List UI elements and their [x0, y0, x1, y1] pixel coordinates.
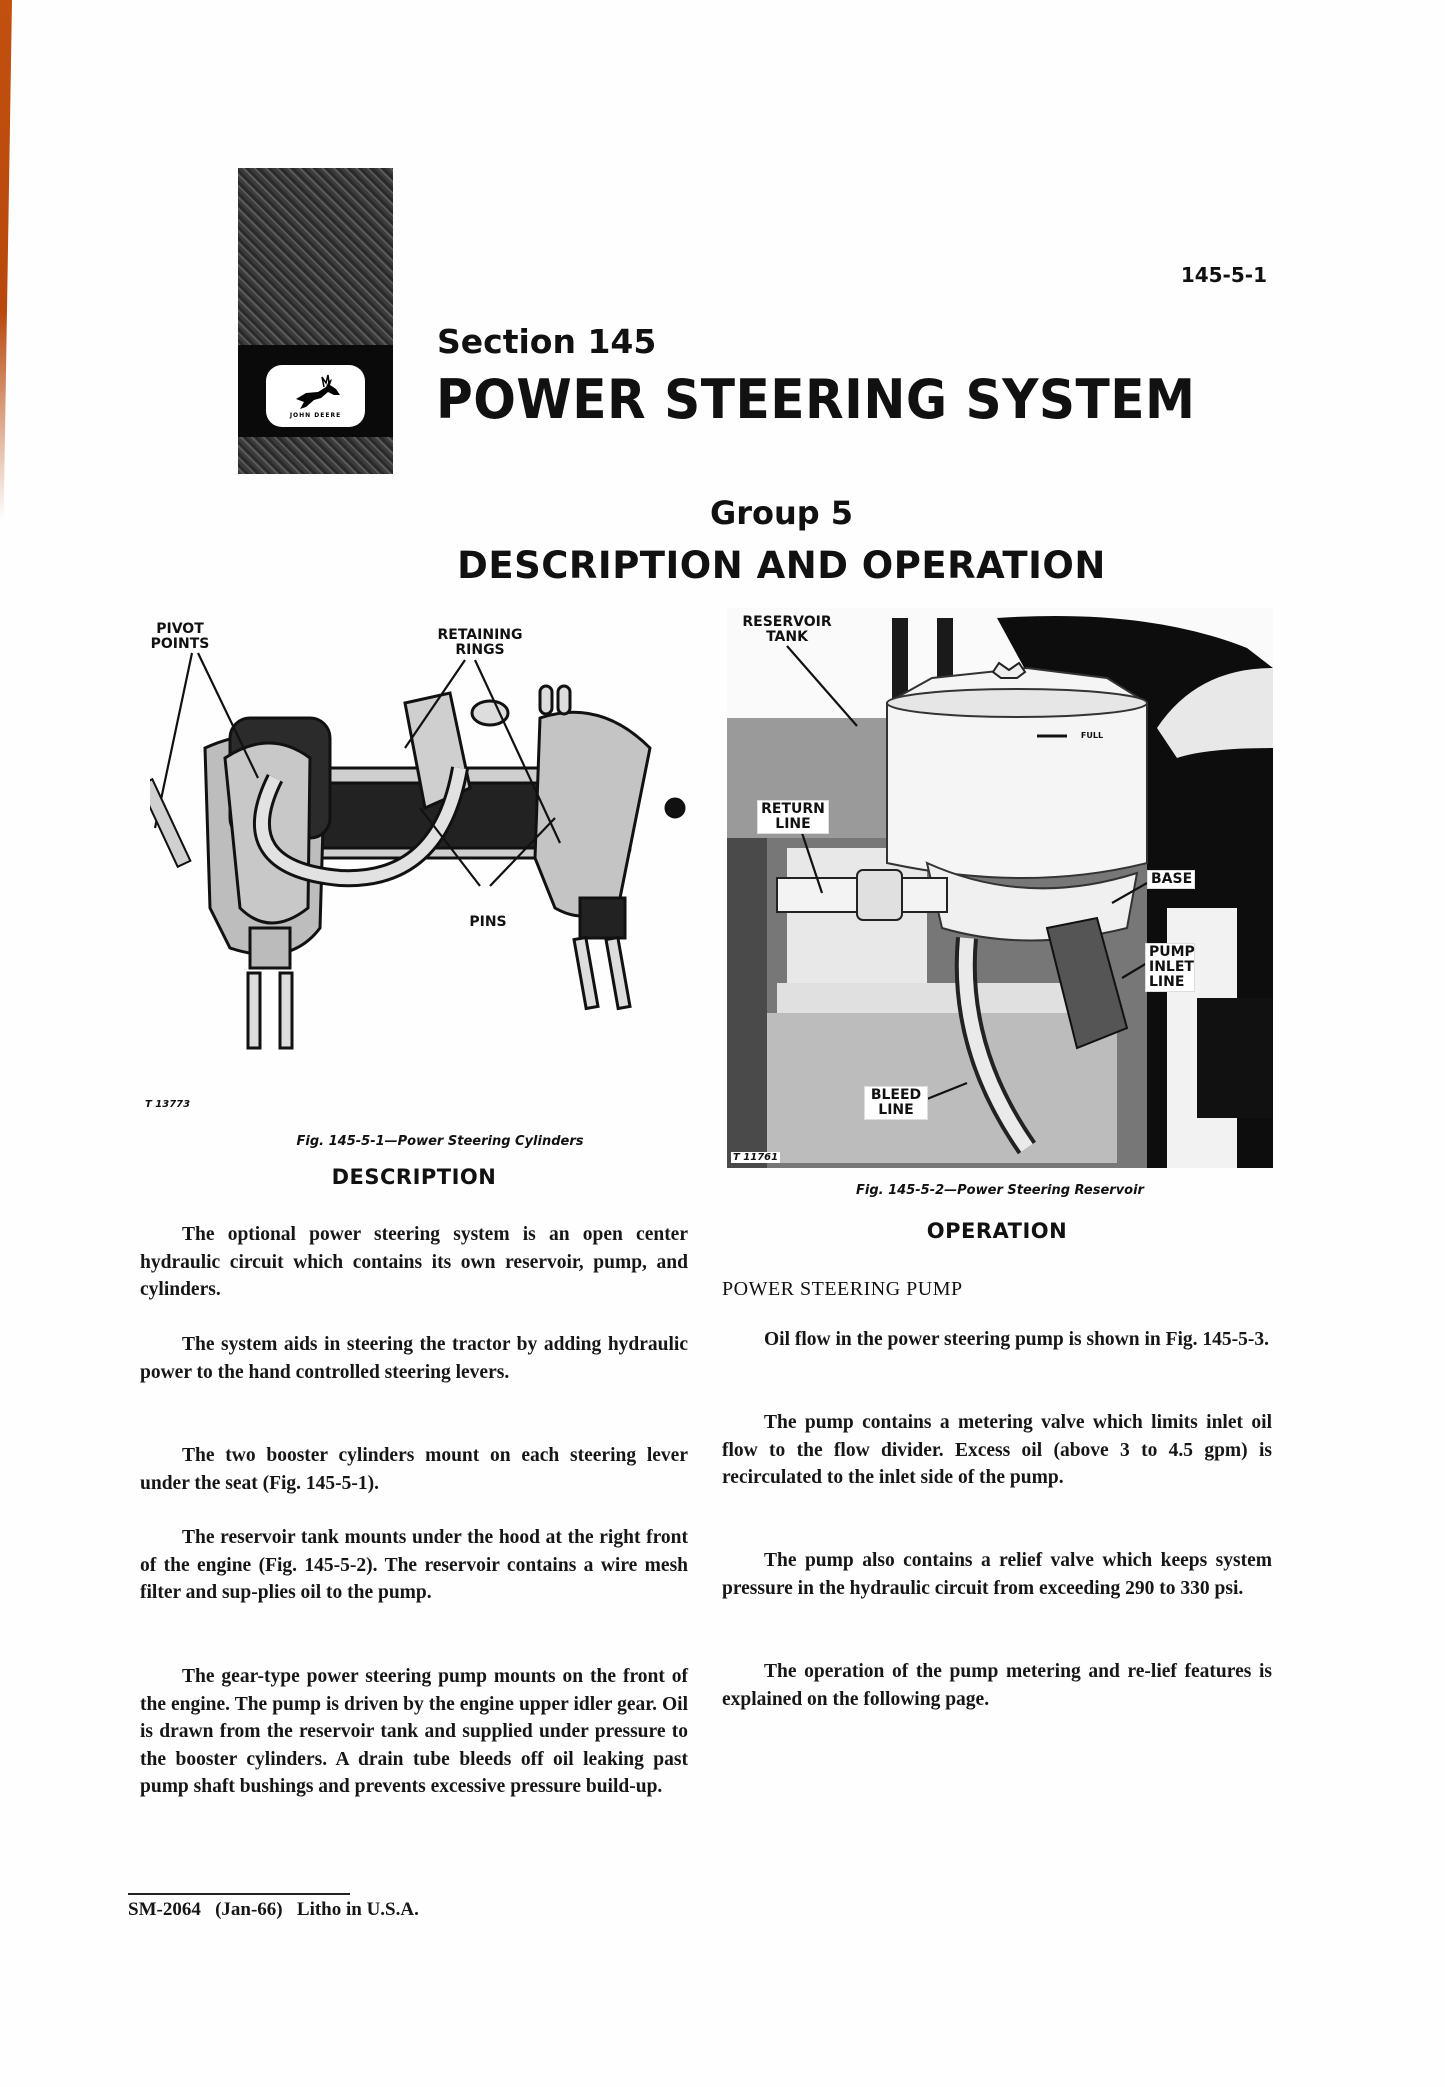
footer-code: SM-2064: [128, 1899, 201, 1920]
callout-pivot-points-line1: PIVOT: [156, 621, 204, 637]
callout-pump-inlet-line: [1145, 943, 1195, 992]
callout-reservoir-tank-line1: RESERVOIR: [742, 614, 832, 630]
footer-date: (Jan-66): [215, 1899, 283, 1920]
callout-bleed-line-line2: LINE: [878, 1102, 914, 1118]
operation-heading: OPERATION: [926, 1219, 1068, 1243]
callout-pump-inlet-line-line3: LINE: [1149, 974, 1185, 990]
section-label: Section 145: [437, 322, 657, 361]
callout-pins: PINS: [469, 914, 507, 930]
figure-power-steering-reservoir: [727, 608, 1273, 1168]
callout-bleed-line-line1: BLEED: [870, 1087, 922, 1103]
cylinders-illustration: [150, 608, 690, 1083]
callout-pivot-points-line2: POINTS: [150, 636, 210, 652]
description-heading: DESCRIPTION: [331, 1165, 497, 1189]
description-paragraph: The optional power steering system is an open center hydraulic circuit which contains its own reservoir, pump, and cylinders.: [140, 1224, 688, 1300]
callout-pump-inlet-line-line1: PUMP: [1149, 944, 1195, 960]
figure-power-steering-cylinders: [150, 608, 690, 1083]
callout-pivot-points: [150, 622, 210, 652]
callout-full: FULL: [1080, 731, 1104, 740]
callout-retaining-rings-line1: RETAINING: [437, 627, 523, 643]
group-label: Group 5: [709, 494, 854, 532]
description-paragraph: The system aids in steering the tractor by adding hydraulic power to the hand controlled steering levers.: [140, 1334, 688, 1383]
operation-paragraph: The pump also contains a relief valve which keeps system pressure in the hydraulic circuit from exceeding 290 to 330 psi.: [722, 1550, 1272, 1599]
group-title: DESCRIPTION AND OPERATION: [457, 544, 1106, 587]
scan-edge-strip: [0, 0, 12, 520]
callout-retaining-rings: [430, 628, 530, 658]
logo-band: [238, 345, 393, 437]
callout-reservoir-tank: [737, 615, 837, 645]
page-number: 145-5-1: [1180, 263, 1267, 287]
callout-pump-inlet-line-line2: INLET: [1149, 959, 1194, 975]
footer: [128, 1899, 419, 1921]
footer-litho: Litho in U.S.A.: [296, 1899, 419, 1920]
description-paragraph: The reservoir tank mounts under the hood at the right front of the engine (Fig. 145-5-2). The reservoir contains a wire mesh filter and sup-plies oil to the pump.: [140, 1527, 688, 1603]
callout-retaining-rings-line2: RINGS: [455, 642, 505, 658]
callout-base: BASE: [1147, 870, 1195, 889]
john-deere-logo-icon: [266, 365, 365, 427]
callout-return-line-line1: RETURN: [761, 801, 825, 817]
callout-bleed-line: [864, 1086, 928, 1120]
operation-paragraph: The operation of the pump metering and re-lief features is explained on the following page.: [722, 1661, 1272, 1710]
figure1-caption: Fig. 145-5-1—Power Steering Cylinders: [296, 1134, 584, 1149]
footer-rule: [128, 1893, 350, 1895]
figure1-id: T 13773: [145, 1099, 191, 1110]
figure2-id: T 11761: [733, 1152, 779, 1163]
callout-return-line-line2: LINE: [775, 816, 811, 832]
pump-subheading: POWER STEERING PUMP: [722, 1278, 963, 1300]
callout-return-line: [757, 800, 829, 834]
description-paragraph: The two booster cylinders mount on each steering lever under the seat (Fig. 145-5-1).: [140, 1445, 688, 1494]
operation-paragraph: The pump contains a metering valve which limits inlet oil flow to the flow divider. Excess oil (above 3 to 4.5 gpm) is recirculated to the inlet side of the pump.: [722, 1412, 1272, 1488]
john-deere-logo-block: [238, 168, 393, 474]
operation-paragraph: Oil flow in the power steering pump is shown in Fig. 145-5-3.: [764, 1329, 1270, 1350]
logo-wordmark: JOHN DEERE: [289, 412, 342, 419]
page-title: POWER STEERING SYSTEM: [436, 368, 1196, 431]
description-paragraph: The gear-type power steering pump mounts on the front of the engine. The pump is driven by the engine upper idler gear. Oil is drawn from the reservoir tank and supplied under pressure to the booster cylinders. A drain tube bleeds off oil leaking past pump shaft bushings and prevents excessive pressure build-up.: [140, 1666, 688, 1797]
callout-reservoir-tank-line2: TANK: [766, 629, 808, 645]
figure2-caption: Fig. 145-5-2—Power Steering Reservoir: [856, 1183, 1144, 1198]
